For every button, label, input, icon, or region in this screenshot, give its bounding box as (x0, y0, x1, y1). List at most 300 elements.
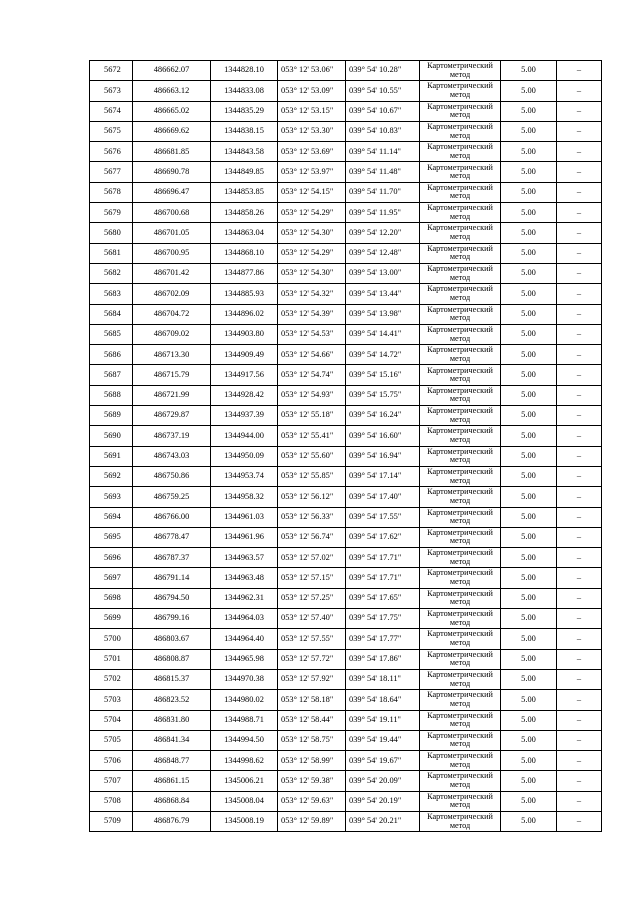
point-number-cell: 5698 (90, 588, 133, 608)
latitude-cell: 053° 12' 56.74" (278, 527, 346, 547)
table-row (90, 406, 602, 426)
longitude-cell: 039° 54' 17.40" (346, 487, 420, 507)
note-cell: – (557, 609, 602, 629)
method-text: Картометрический метод (427, 243, 493, 262)
longitude-cell: 039° 54' 20.09" (346, 771, 420, 791)
x-coordinate-cell: 486663.12 (133, 81, 211, 101)
table-row (90, 527, 602, 547)
note-cell: – (557, 649, 602, 669)
method-text: Картометрический метод (427, 406, 493, 424)
x-coordinate-cell: 486700.95 (133, 243, 211, 263)
point-number-cell: 5676 (90, 142, 133, 162)
latitude-cell: 053° 12' 54.15" (278, 182, 346, 202)
method-text: Картометрический метод (427, 162, 493, 181)
point-number-cell: 5678 (90, 182, 133, 202)
method-text: Картометрический метод (427, 121, 493, 140)
method-text: Картометрический метод (427, 365, 493, 384)
method-text: Картометрический метод (427, 588, 493, 607)
accuracy-cell: 5.00 (501, 730, 557, 750)
method-text: Картометрический метод (427, 142, 493, 160)
latitude-cell: 053° 12' 56.33" (278, 507, 346, 527)
longitude-cell: 039° 54' 13.00" (346, 263, 420, 283)
latitude-cell: 053° 12' 53.30" (278, 121, 346, 141)
x-coordinate-cell: 486841.34 (133, 730, 211, 750)
point-number-cell: 5694 (90, 507, 133, 527)
y-coordinate-cell: 1344838.15 (211, 121, 278, 141)
latitude-cell: 053° 12' 57.25" (278, 588, 346, 608)
method-text: Картометрический метод (427, 385, 493, 404)
note-cell: – (557, 223, 602, 243)
latitude-cell: 053° 12' 54.32" (278, 284, 346, 304)
longitude-cell: 039° 54' 17.65" (346, 588, 420, 608)
latitude-cell: 053° 12' 58.18" (278, 690, 346, 710)
accuracy-cell: 5.00 (501, 304, 557, 324)
method-cell (420, 629, 501, 649)
table-row (90, 263, 602, 283)
method-cell (420, 426, 501, 446)
latitude-cell: 053° 12' 53.97" (278, 162, 346, 182)
table-row (90, 487, 602, 507)
y-coordinate-cell: 1344828.10 (211, 61, 278, 81)
method-cell (420, 345, 501, 365)
accuracy-cell: 5.00 (501, 690, 557, 710)
note-cell: – (557, 61, 602, 81)
y-coordinate-cell: 1344877.86 (211, 263, 278, 283)
table-row (90, 61, 602, 81)
y-coordinate-cell: 1344963.57 (211, 548, 278, 568)
note-cell: – (557, 182, 602, 202)
x-coordinate-cell: 486803.67 (133, 629, 211, 649)
y-coordinate-cell: 1344953.74 (211, 466, 278, 486)
latitude-cell: 053° 12' 59.38" (278, 771, 346, 791)
accuracy-cell: 5.00 (501, 223, 557, 243)
y-coordinate-cell: 1344950.09 (211, 446, 278, 466)
table-row (90, 142, 602, 162)
latitude-cell: 053° 12' 57.40" (278, 609, 346, 629)
method-text: Картометрический метод (427, 182, 493, 201)
accuracy-cell: 5.00 (501, 284, 557, 304)
note-cell: – (557, 81, 602, 101)
latitude-cell: 053° 12' 58.75" (278, 730, 346, 750)
point-number-cell: 5673 (90, 81, 133, 101)
table-row (90, 121, 602, 141)
accuracy-cell: 5.00 (501, 487, 557, 507)
x-coordinate-cell: 486815.37 (133, 669, 211, 689)
accuracy-cell: 5.00 (501, 203, 557, 223)
note-cell: – (557, 345, 602, 365)
method-cell (420, 730, 501, 750)
latitude-cell: 053° 12' 54.93" (278, 385, 346, 405)
longitude-cell: 039° 54' 17.86" (346, 649, 420, 669)
point-number-cell: 5691 (90, 446, 133, 466)
longitude-cell: 039° 54' 15.16" (346, 365, 420, 385)
method-text: Картометрический метод (427, 507, 493, 526)
y-coordinate-cell: 1344833.08 (211, 81, 278, 101)
longitude-cell: 039° 54' 19.44" (346, 730, 420, 750)
method-cell (420, 365, 501, 385)
accuracy-cell: 5.00 (501, 466, 557, 486)
table-row (90, 203, 602, 223)
method-cell (420, 101, 501, 121)
x-coordinate-cell: 486690.78 (133, 162, 211, 182)
x-coordinate-cell: 486729.87 (133, 406, 211, 426)
note-cell: – (557, 771, 602, 791)
longitude-cell: 039° 54' 11.48" (346, 162, 420, 182)
method-cell (420, 203, 501, 223)
note-cell: – (557, 446, 602, 466)
method-text: Картометрический метод (427, 771, 493, 790)
y-coordinate-cell: 1344896.02 (211, 304, 278, 324)
longitude-cell: 039° 54' 20.19" (346, 791, 420, 811)
accuracy-cell: 5.00 (501, 507, 557, 527)
method-text: Картометрический метод (427, 487, 493, 505)
longitude-cell: 039° 54' 11.70" (346, 182, 420, 202)
table-row (90, 324, 602, 344)
accuracy-cell: 5.00 (501, 609, 557, 629)
latitude-cell: 053° 12' 54.66" (278, 345, 346, 365)
latitude-cell: 053° 12' 54.29" (278, 243, 346, 263)
method-cell (420, 466, 501, 486)
method-text: Картометрический метод (427, 61, 493, 79)
table-row (90, 771, 602, 791)
method-text: Картометрический метод (427, 223, 493, 242)
table-row (90, 791, 602, 811)
x-coordinate-cell: 486737.19 (133, 426, 211, 446)
longitude-cell: 039° 54' 17.62" (346, 527, 420, 547)
accuracy-cell: 5.00 (501, 629, 557, 649)
point-number-cell: 5680 (90, 223, 133, 243)
method-text: Картометрический метод (427, 730, 493, 749)
point-number-cell: 5674 (90, 101, 133, 121)
coordinates-table (89, 60, 602, 832)
method-text: Картометрический метод (427, 609, 493, 627)
accuracy-cell: 5.00 (501, 162, 557, 182)
method-text: Картометрический метод (427, 568, 493, 587)
accuracy-cell: 5.00 (501, 649, 557, 669)
y-coordinate-cell: 1344965.98 (211, 649, 278, 669)
x-coordinate-cell: 486791.14 (133, 568, 211, 588)
method-cell (420, 81, 501, 101)
method-cell (420, 507, 501, 527)
latitude-cell: 053° 12' 53.06" (278, 61, 346, 81)
method-cell (420, 649, 501, 669)
method-cell (420, 446, 501, 466)
table-row (90, 446, 602, 466)
method-cell (420, 182, 501, 202)
latitude-cell: 053° 12' 57.55" (278, 629, 346, 649)
method-text: Картометрический метод (427, 751, 493, 769)
longitude-cell: 039° 54' 13.98" (346, 304, 420, 324)
y-coordinate-cell: 1344962.31 (211, 588, 278, 608)
x-coordinate-cell: 486759.25 (133, 487, 211, 507)
y-coordinate-cell: 1344853.85 (211, 182, 278, 202)
note-cell: – (557, 101, 602, 121)
point-number-cell: 5706 (90, 751, 133, 771)
y-coordinate-cell: 1344944.00 (211, 426, 278, 446)
accuracy-cell: 5.00 (501, 121, 557, 141)
accuracy-cell: 5.00 (501, 568, 557, 588)
accuracy-cell: 5.00 (501, 669, 557, 689)
x-coordinate-cell: 486665.02 (133, 101, 211, 121)
note-cell: – (557, 751, 602, 771)
y-coordinate-cell: 1344917.56 (211, 365, 278, 385)
x-coordinate-cell: 486787.37 (133, 548, 211, 568)
table-row (90, 568, 602, 588)
table-row (90, 710, 602, 730)
y-coordinate-cell: 1345008.19 (211, 811, 278, 831)
point-number-cell: 5672 (90, 61, 133, 81)
accuracy-cell: 5.00 (501, 791, 557, 811)
latitude-cell: 053° 12' 58.44" (278, 710, 346, 730)
point-number-cell: 5689 (90, 406, 133, 426)
longitude-cell: 039° 54' 19.11" (346, 710, 420, 730)
method-cell (420, 588, 501, 608)
method-cell (420, 690, 501, 710)
method-text: Картометрический метод (427, 466, 493, 485)
point-number-cell: 5700 (90, 629, 133, 649)
latitude-cell: 053° 12' 57.92" (278, 669, 346, 689)
longitude-cell: 039° 54' 12.20" (346, 223, 420, 243)
note-cell: – (557, 568, 602, 588)
longitude-cell: 039° 54' 17.75" (346, 609, 420, 629)
method-text: Картометрический метод (427, 710, 493, 729)
longitude-cell: 039° 54' 18.64" (346, 690, 420, 710)
accuracy-cell: 5.00 (501, 751, 557, 771)
note-cell: – (557, 142, 602, 162)
x-coordinate-cell: 486876.79 (133, 811, 211, 831)
accuracy-cell: 5.00 (501, 243, 557, 263)
point-number-cell: 5687 (90, 365, 133, 385)
method-cell (420, 304, 501, 324)
accuracy-cell: 5.00 (501, 345, 557, 365)
note-cell: – (557, 406, 602, 426)
point-number-cell: 5675 (90, 121, 133, 141)
point-number-cell: 5685 (90, 324, 133, 344)
accuracy-cell: 5.00 (501, 142, 557, 162)
method-text: Картометрический метод (427, 324, 493, 343)
method-text: Картометрический метод (427, 690, 493, 708)
note-cell: – (557, 466, 602, 486)
table-row (90, 609, 602, 629)
note-cell: – (557, 263, 602, 283)
y-coordinate-cell: 1344863.04 (211, 223, 278, 243)
point-number-cell: 5692 (90, 466, 133, 486)
y-coordinate-cell: 1344980.02 (211, 690, 278, 710)
method-text: Картометрический метод (427, 345, 493, 363)
table-row (90, 426, 602, 446)
latitude-cell: 053° 12' 54.53" (278, 324, 346, 344)
method-cell (420, 791, 501, 811)
longitude-cell: 039° 54' 10.83" (346, 121, 420, 141)
y-coordinate-cell: 1345006.21 (211, 771, 278, 791)
table-row (90, 81, 602, 101)
x-coordinate-cell: 486799.16 (133, 609, 211, 629)
method-cell (420, 324, 501, 344)
point-number-cell: 5677 (90, 162, 133, 182)
y-coordinate-cell: 1344970.38 (211, 669, 278, 689)
method-cell (420, 710, 501, 730)
accuracy-cell: 5.00 (501, 406, 557, 426)
note-cell: – (557, 324, 602, 344)
table-row (90, 466, 602, 486)
method-text: Картометрический метод (427, 426, 493, 444)
table-row (90, 365, 602, 385)
latitude-cell: 053° 12' 53.15" (278, 101, 346, 121)
note-cell: – (557, 203, 602, 223)
table-row (90, 507, 602, 527)
longitude-cell: 039° 54' 17.77" (346, 629, 420, 649)
y-coordinate-cell: 1344903.80 (211, 324, 278, 344)
method-text: Картометрический метод (427, 203, 493, 221)
point-number-cell: 5705 (90, 730, 133, 750)
note-cell: – (557, 811, 602, 831)
latitude-cell: 053° 12' 55.85" (278, 466, 346, 486)
point-number-cell: 5701 (90, 649, 133, 669)
method-cell (420, 527, 501, 547)
x-coordinate-cell: 486701.05 (133, 223, 211, 243)
method-cell (420, 223, 501, 243)
x-coordinate-cell: 486721.99 (133, 385, 211, 405)
point-number-cell: 5709 (90, 811, 133, 831)
point-number-cell: 5686 (90, 345, 133, 365)
table-body (90, 61, 602, 832)
method-cell (420, 751, 501, 771)
table-row (90, 182, 602, 202)
method-text: Картометрический метод (427, 669, 493, 688)
latitude-cell: 053° 12' 54.30" (278, 223, 346, 243)
point-number-cell: 5681 (90, 243, 133, 263)
table-row (90, 669, 602, 689)
longitude-cell: 039° 54' 14.41" (346, 324, 420, 344)
method-cell (420, 284, 501, 304)
point-number-cell: 5688 (90, 385, 133, 405)
method-text: Картометрический метод (427, 812, 493, 830)
x-coordinate-cell: 486704.72 (133, 304, 211, 324)
note-cell: – (557, 243, 602, 263)
accuracy-cell: 5.00 (501, 548, 557, 568)
x-coordinate-cell: 486750.86 (133, 466, 211, 486)
longitude-cell: 039° 54' 17.14" (346, 466, 420, 486)
note-cell: – (557, 629, 602, 649)
point-number-cell: 5697 (90, 568, 133, 588)
x-coordinate-cell: 486669.62 (133, 121, 211, 141)
x-coordinate-cell: 486778.47 (133, 527, 211, 547)
longitude-cell: 039° 54' 13.44" (346, 284, 420, 304)
method-text: Картометрический метод (427, 101, 493, 120)
method-cell (420, 121, 501, 141)
method-cell (420, 487, 501, 507)
method-cell (420, 609, 501, 629)
method-cell (420, 385, 501, 405)
method-text: Картометрический метод (427, 264, 493, 282)
latitude-cell: 053° 12' 56.12" (278, 487, 346, 507)
table-row (90, 751, 602, 771)
latitude-cell: 053° 12' 55.41" (278, 426, 346, 446)
point-number-cell: 5707 (90, 771, 133, 791)
latitude-cell: 053° 12' 55.18" (278, 406, 346, 426)
method-cell (420, 162, 501, 182)
y-coordinate-cell: 1344994.50 (211, 730, 278, 750)
latitude-cell: 053° 12' 54.30" (278, 263, 346, 283)
table-row (90, 101, 602, 121)
note-cell: – (557, 487, 602, 507)
y-coordinate-cell: 1344868.10 (211, 243, 278, 263)
longitude-cell: 039° 54' 12.48" (346, 243, 420, 263)
longitude-cell: 039° 54' 15.75" (346, 385, 420, 405)
x-coordinate-cell: 486794.50 (133, 588, 211, 608)
longitude-cell: 039° 54' 20.21" (346, 811, 420, 831)
method-text: Картометрический метод (427, 649, 493, 668)
table-row (90, 304, 602, 324)
point-number-cell: 5690 (90, 426, 133, 446)
note-cell: – (557, 426, 602, 446)
x-coordinate-cell: 486715.79 (133, 365, 211, 385)
y-coordinate-cell: 1344885.93 (211, 284, 278, 304)
x-coordinate-cell: 486696.47 (133, 182, 211, 202)
y-coordinate-cell: 1344909.49 (211, 345, 278, 365)
note-cell: – (557, 365, 602, 385)
point-number-cell: 5699 (90, 609, 133, 629)
note-cell: – (557, 690, 602, 710)
y-coordinate-cell: 1344843.58 (211, 142, 278, 162)
point-number-cell: 5704 (90, 710, 133, 730)
method-text: Картометрический метод (427, 527, 493, 546)
latitude-cell: 053° 12' 57.72" (278, 649, 346, 669)
note-cell: – (557, 121, 602, 141)
table-row (90, 629, 602, 649)
method-cell (420, 142, 501, 162)
note-cell: – (557, 588, 602, 608)
latitude-cell: 053° 12' 53.09" (278, 81, 346, 101)
x-coordinate-cell: 486823.52 (133, 690, 211, 710)
x-coordinate-cell: 486868.84 (133, 791, 211, 811)
table-row (90, 345, 602, 365)
x-coordinate-cell: 486848.77 (133, 751, 211, 771)
x-coordinate-cell: 486681.85 (133, 142, 211, 162)
latitude-cell: 053° 12' 59.89" (278, 811, 346, 831)
longitude-cell: 039° 54' 19.67" (346, 751, 420, 771)
note-cell: – (557, 507, 602, 527)
accuracy-cell: 5.00 (501, 182, 557, 202)
x-coordinate-cell: 486702.09 (133, 284, 211, 304)
table-row (90, 588, 602, 608)
table-row (90, 649, 602, 669)
method-text: Картометрический метод (427, 304, 493, 323)
accuracy-cell: 5.00 (501, 101, 557, 121)
accuracy-cell: 5.00 (501, 324, 557, 344)
longitude-cell: 039° 54' 16.24" (346, 406, 420, 426)
note-cell: – (557, 284, 602, 304)
longitude-cell: 039° 54' 17.71" (346, 548, 420, 568)
method-cell (420, 771, 501, 791)
y-coordinate-cell: 1344963.48 (211, 568, 278, 588)
method-text: Картометрический метод (427, 81, 493, 99)
accuracy-cell: 5.00 (501, 588, 557, 608)
latitude-cell: 053° 12' 57.15" (278, 568, 346, 588)
latitude-cell: 053° 12' 55.60" (278, 446, 346, 466)
point-number-cell: 5683 (90, 284, 133, 304)
latitude-cell: 053° 12' 54.29" (278, 203, 346, 223)
point-number-cell: 5693 (90, 487, 133, 507)
point-number-cell: 5708 (90, 791, 133, 811)
table-row (90, 548, 602, 568)
x-coordinate-cell: 486743.03 (133, 446, 211, 466)
latitude-cell: 053° 12' 54.74" (278, 365, 346, 385)
x-coordinate-cell: 486713.30 (133, 345, 211, 365)
latitude-cell: 053° 12' 57.02" (278, 548, 346, 568)
note-cell: – (557, 527, 602, 547)
y-coordinate-cell: 1344849.85 (211, 162, 278, 182)
